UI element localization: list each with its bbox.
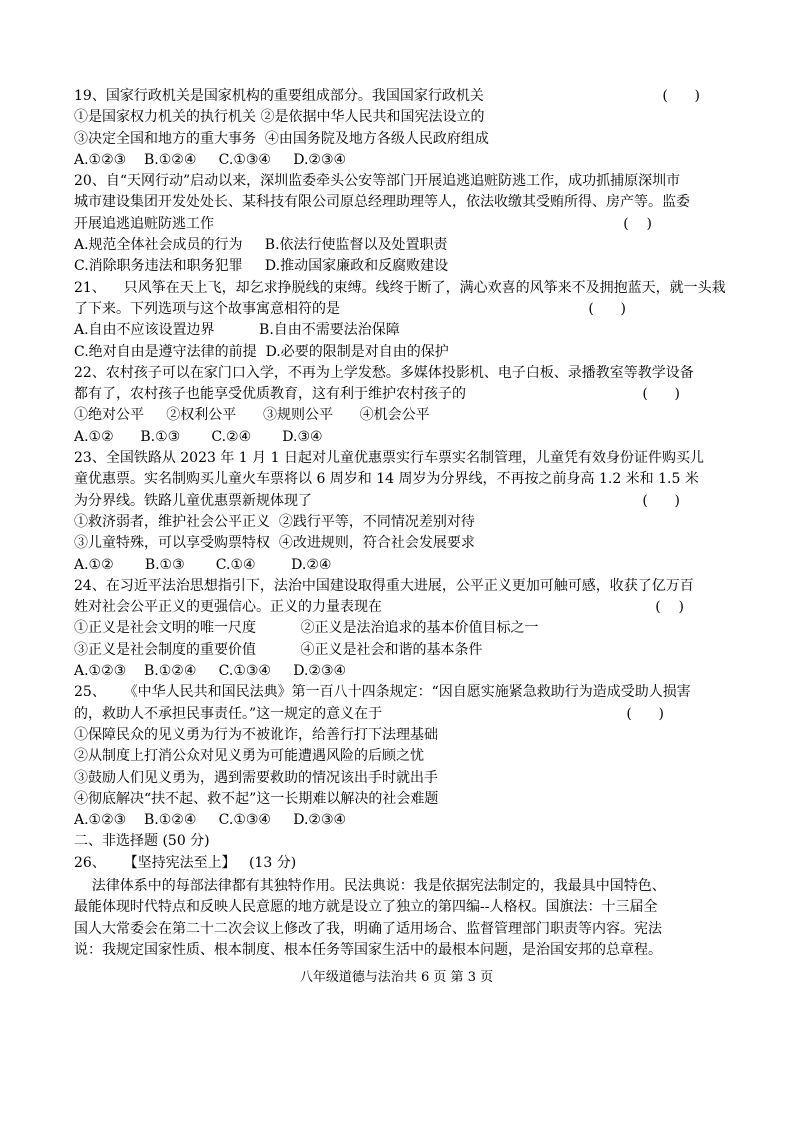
q25-option-1: ①保障民众的见义勇为行为不被讹诈，给善行打下法理基础 — [74, 726, 438, 743]
q25-stem-1: 25、 《中华人民共和国民法典》第一百八十四条规定：“因自愿实施紧急救助行为造成受助人损害 — [74, 684, 691, 701]
questions-block — [74, 86, 724, 961]
q24-stem-1: 24、在习近平法治思想指引下，法治中国建设取得重大进展，公平正义更加可触可感，收获了亿万百 — [74, 577, 694, 594]
q23-stem-3: 为分界线。铁路儿童优惠票新规体现了 — [74, 492, 312, 509]
q23-options-2: ③儿童特殊，可以享受购票特权 ④改进规则，符合社会发展要求 — [74, 535, 475, 552]
q21-stem-1: 21、 只风筝在天上飞，却乞求挣脱线的束缚。线终于断了，满心欢喜的风筝来不及拥抱蓝天，就一头栽 — [74, 279, 726, 296]
q25-choices: A.①②③ B.①②④ C.①③④ D.②③④ — [74, 812, 347, 829]
q26-para-4: 说：我规定国家性质、根本制度、根本任务等国家生活中的最根本问题，是治国安邦的总章程。 — [74, 941, 662, 958]
q23-answer-paren: ( ) — [642, 492, 680, 509]
q21-choices-1: A.自由不应该设置边界 B.自由不需要法治保障 — [74, 322, 400, 339]
q20-choices-2: C.消除职务违法和职务犯罪 D.推动国家廉政和反腐败建设 — [74, 258, 449, 275]
q25-option-2: ②从制度上打消公众对见义勇为可能遭遇风险的后顾之忧 — [74, 748, 424, 765]
q19-choices: A.①②③ B.①②④ C.①③④ D.②③④ — [74, 151, 347, 168]
q25-stem-line — [74, 704, 724, 725]
q23-stem-line — [74, 491, 724, 512]
q22-choices: A.①② B.①③ C.②④ D.③④ — [74, 428, 323, 445]
q25-option-4: ④彻底解决“扶不起、救不起”这一长期难以解决的社会难题 — [74, 790, 439, 807]
q22-options: ①绝对公平 ②权利公平 ③规则公平 ④机会公平 — [74, 407, 430, 424]
q24-answer-paren: ( ) — [655, 599, 684, 616]
q20-stem-1: 20、自“天网行动”启动以来，深圳监委牵头公安等部门开展追逃追赃防逃工作，成功抓捕原深圳市 — [74, 173, 681, 190]
q22-answer-paren: ( ) — [642, 386, 680, 403]
q23-options-1: ①救济弱者，维护社会公平正义 ②践行平等，不同情况差别对待 — [74, 513, 475, 530]
q22-stem-line — [74, 384, 724, 405]
q26-para-2: 最能体现时代特点和反映人民意愿的地方就是设立了独立的第四编--人格权。国旗法：十三届全 — [74, 899, 658, 916]
q22-stem-2: 都有了，农村孩子也能享受优质教育，这有利于维护农村孩子的 — [74, 386, 466, 403]
q24-options-1: ①正义是社会文明的唯一尺度 ②正义是法治追求的基本价值目标之一 — [74, 620, 539, 637]
page-footer: 八年级道德与法治共 6 页 第 3 页 — [299, 970, 494, 985]
q20-stem-2: 城市建设集团开发处处长、某科技有限公司原总经理助理等人，依法收缴其受贿所得、房产等。监委 — [74, 194, 690, 211]
q23-stem-2: 童优惠票。实名制购买儿童火车票将以 6 周岁和 14 周岁为分界线，不再按之前身高 1.2 米和 1.5 米 — [74, 471, 699, 488]
q26-title: 26、 【坚持宪法至上】 (13 分) — [74, 854, 297, 871]
q21-choices-2: C.绝对自由是遵守法律的前提 D.必要的限制是对自由的保护 — [74, 343, 449, 360]
q24-stem-line — [74, 597, 724, 618]
q24-options-2: ③正义是社会制度的重要价值 ④正义是社会和谐的基本条件 — [74, 641, 483, 658]
q20-stem-3: 开展追逃追赃防逃工作 — [74, 215, 214, 232]
q19-stem: 19、国家行政机关是国家机构的重要组成部分。我国国家行政机关 — [74, 88, 484, 104]
q25-stem-2: 的，救助人不承担民事责任。”这一规定的意义在于 — [74, 705, 383, 722]
q19-options-2: ③决定全国和地方的重大事务 ④由国务院及地方各级人民政府组成 — [74, 130, 489, 147]
q19-answer-paren: ( ) — [662, 88, 700, 104]
q21-stem-line — [74, 299, 724, 320]
q23-stem-1: 23、全国铁路从 2023 年 1 月 1 日起对儿童优惠票实行车票实名制管理，儿童凭有效身份证件购买儿 — [74, 450, 704, 467]
q21-answer-paren: ( ) — [588, 300, 626, 317]
q20-stem-line — [74, 214, 724, 235]
q23-choices: A.①② B.①③ C.①④ D.②④ — [74, 556, 332, 573]
q24-choices: A.①②③ B.①②④ C.①③④ D.②③④ — [74, 663, 347, 680]
q25-answer-paren: ( ) — [626, 705, 664, 722]
q24-stem-2: 姓对社会公平正义的更强信心。正义的力量表现在 — [74, 599, 382, 616]
q21-stem-2: 了下来。下列选项与这个故事寓意相符的是 — [74, 300, 340, 317]
q25-option-3: ③鼓励人们见义勇为，遇到需要救助的情况该出手时就出手 — [74, 769, 438, 786]
q26-para-3: 国人大常委会在第二十二次会议上修改了我，明确了适用场合、监督管理部门职责等内容。宪法 — [74, 920, 662, 937]
section2-heading: 二、非选择题 (50 分) — [74, 833, 210, 850]
q20-choices-1: A.规范全体社会成员的行为 B.依法行使监督以及处置职责 — [74, 237, 448, 254]
q20-answer-paren: ( ) — [623, 215, 652, 232]
q22-stem-1: 22、农村孩子可以在家门口入学，不再为上学发愁。多媒体投影机、电子白板、录播教室等教学设备 — [74, 364, 694, 381]
q26-para-1: 法律体系中的每部法律都有其独特作用。民法典说：我是依据宪法制定的，我最具中国特色、 — [74, 877, 666, 894]
q19-options-1: ①是国家权力机关的执行机关 ②是依据中华人民共和国宪法设立的 — [74, 109, 485, 126]
q19-stem-line — [74, 86, 724, 107]
